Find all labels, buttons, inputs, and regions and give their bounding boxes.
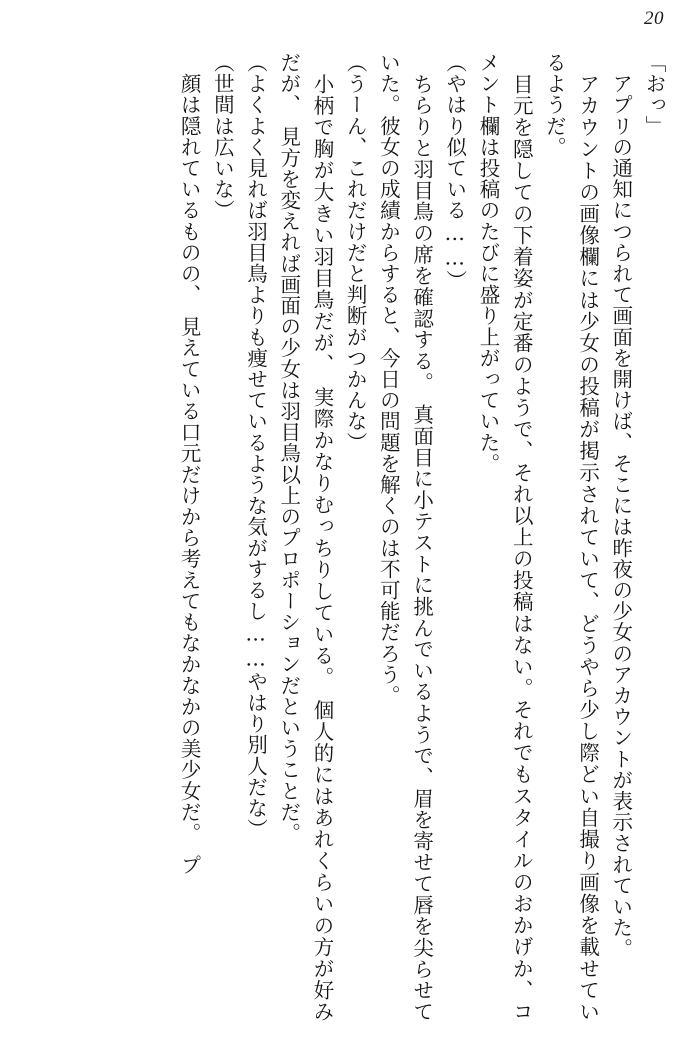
page-number: 20: [644, 8, 664, 29]
paragraph: （よくよく見れば羽目鳥よりも痩せているような気がするし……やはり別人だな）: [243, 52, 268, 840]
paragraph: アプリの通知につられて画面を開けば、そこには昨夜の少女のアカウントが表示されていた。: [608, 52, 633, 960]
paragraph: （うーん、これだけだと判断がつかんな）: [343, 52, 368, 453]
paragraph: アカウントの画像欄には少女の投稿が掲示されていて、どうやら少し際どい自撮り画像を載せているようだ。: [542, 52, 600, 1022]
paragraph: （世間は広いな）: [210, 52, 235, 221]
paragraph: ちらりと羽目鳥の席を確認する。 真面目に小テストに挑んでいるようで、眉を寄せて唇を尖らせていた。彼女の成績からすると、今日の問題を解くのは不可能だろう。: [376, 52, 434, 1022]
paragraph: （やはり似ている……）: [442, 52, 467, 292]
page-body-text: [30, 52, 670, 1022]
paragraph: 顔は隠れているものの、 見えている口元だけから考えてもなかなかの美少女だ。 プ: [177, 52, 202, 876]
paragraph: 「おっ」: [642, 52, 666, 137]
paragraph: 小柄で胸が大きい羽目鳥だが、 実際かなりむっちりしている。 個人的にはあれくらいの方が好みだが、 見方を変えれば画面の少女は羽目鳥以上のプロポーションだということだ。: [276, 52, 334, 1022]
paragraph: 目元を隠しての下着姿が定番のようで、それ以上の投稿はない。それでもスタイルのおかげか、コメント欄は投稿のたびに盛り上がっていた。: [475, 52, 534, 1022]
